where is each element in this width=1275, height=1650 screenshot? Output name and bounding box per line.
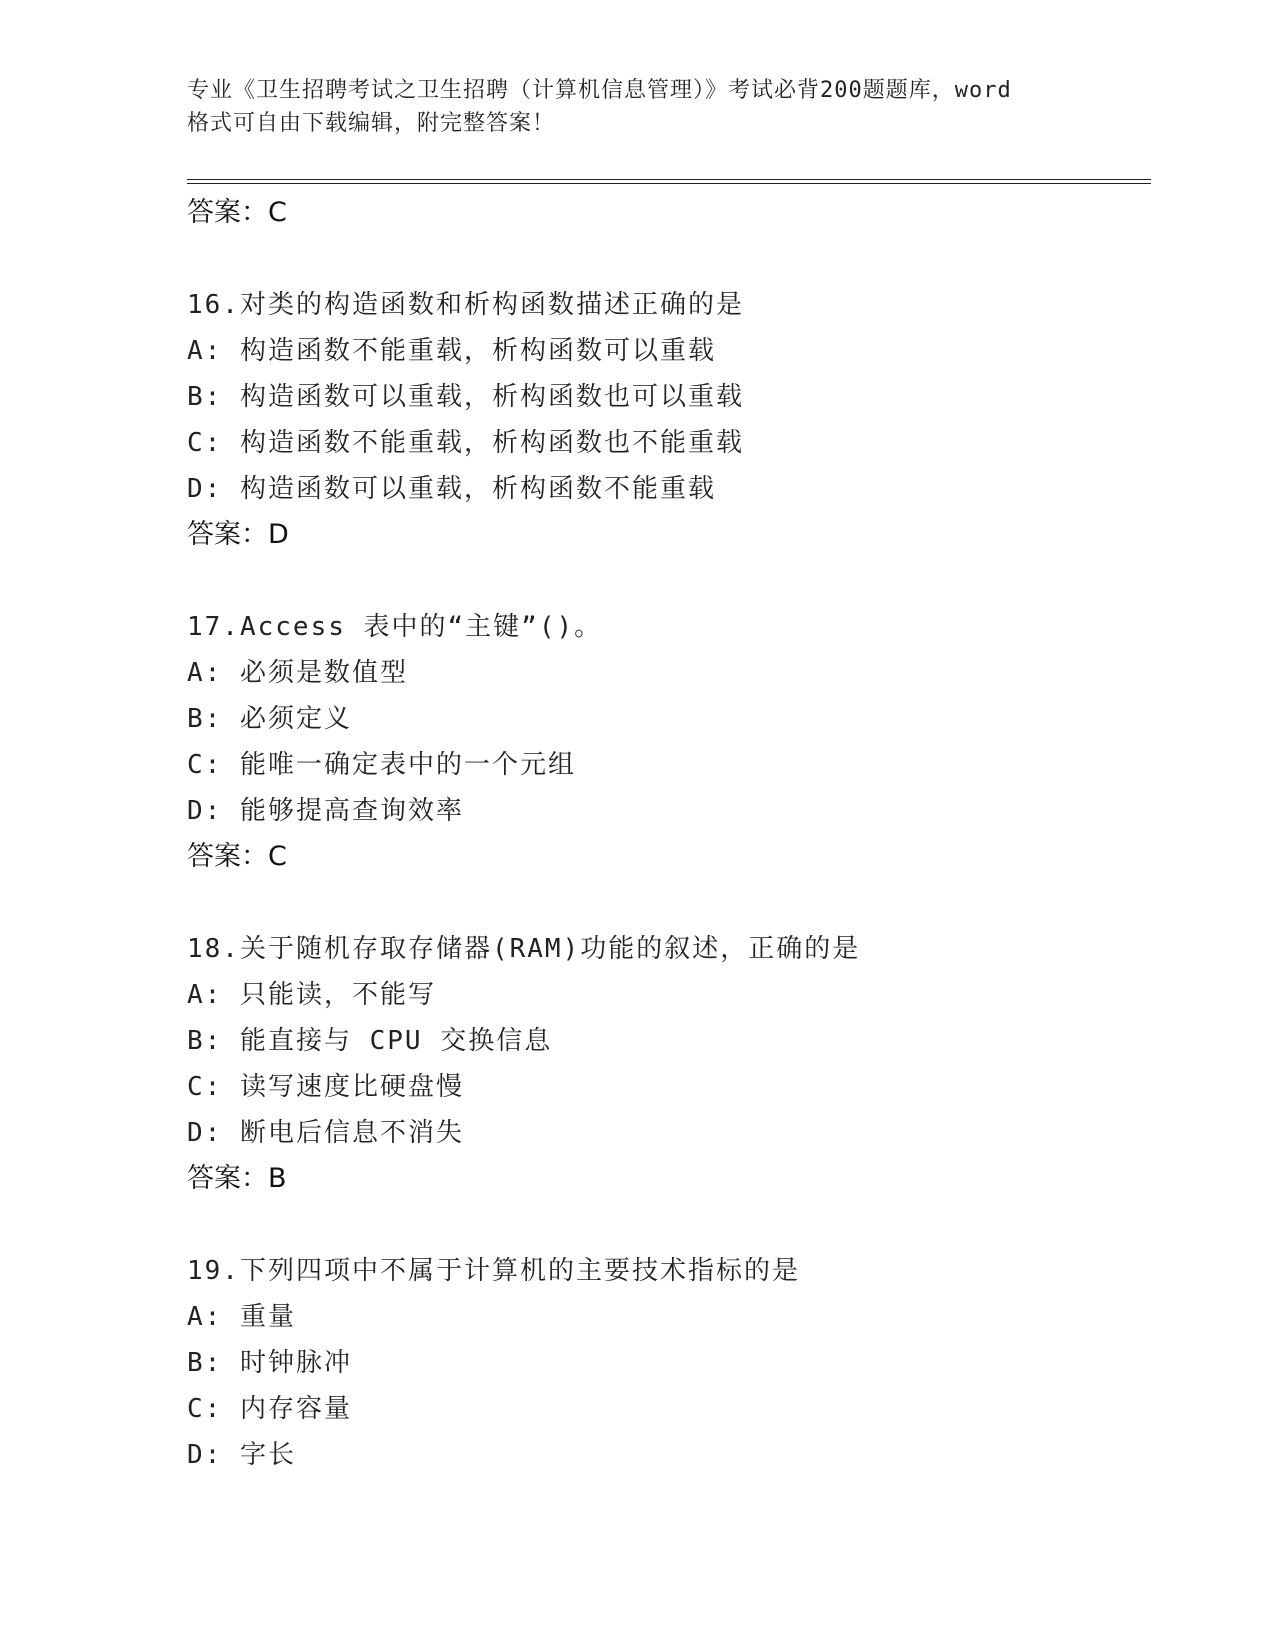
document-body [187, 190, 1151, 1478]
option-d: D: 字长 [187, 1440, 296, 1470]
answer-line: 答案：C [187, 841, 287, 872]
question-block [187, 1248, 1151, 1478]
option-d: D: 能够提高查询效率 [187, 796, 464, 826]
header-line-1: 专业《卫生招聘考试之卫生招聘（计算机信息管理）》考试必背200题题库，word [187, 78, 1012, 103]
question-title: 18.关于随机存取存储器(RAM)功能的叙述，正确的是 [187, 934, 861, 964]
option-c: C: 读写速度比硬盘慢 [187, 1072, 464, 1102]
option-b: B: 能直接与 CPU 交换信息 [187, 1026, 553, 1056]
question-block [187, 604, 1151, 880]
option-a: A: 必须是数值型 [187, 658, 408, 688]
option-a: A: 只能读，不能写 [187, 980, 436, 1010]
answer-line: 答案：B [187, 1163, 287, 1194]
answer-line: 答案：D [187, 519, 289, 550]
option-c: C: 构造函数不能重载，析构函数也不能重载 [187, 428, 744, 458]
header-divider [187, 179, 1151, 180]
answer-line: 答案：C [187, 197, 287, 228]
question-block [187, 926, 1151, 1202]
header-divider-second [187, 183, 1151, 184]
header-line-2: 格式可自由下载编辑，附完整答案！ [187, 111, 556, 136]
option-d: D: 断电后信息不消失 [187, 1118, 464, 1148]
option-a: A: 重量 [187, 1302, 296, 1332]
option-a: A: 构造函数不能重载，析构函数可以重载 [187, 336, 716, 366]
question-title: 16.对类的构造函数和析构函数描述正确的是 [187, 290, 744, 320]
option-c: C: 内存容量 [187, 1394, 352, 1424]
question-title: 19.下列四项中不属于计算机的主要技术指标的是 [187, 1256, 800, 1286]
option-c: C: 能唯一确定表中的一个元组 [187, 750, 576, 780]
question-block [187, 282, 1151, 558]
option-b: B: 必须定义 [187, 704, 352, 734]
option-d: D: 构造函数可以重载，析构函数不能重载 [187, 474, 716, 504]
option-b: B: 构造函数可以重载，析构函数也可以重载 [187, 382, 744, 412]
document-header [187, 74, 1087, 140]
option-b: B: 时钟脉冲 [187, 1348, 352, 1378]
question-title: 17.Access 表中的“主键”()。 [187, 612, 603, 642]
